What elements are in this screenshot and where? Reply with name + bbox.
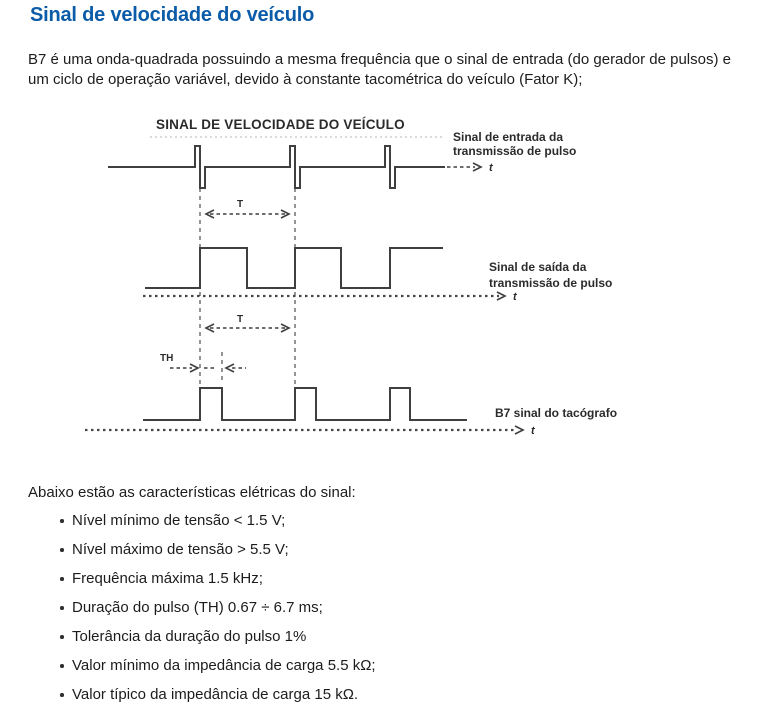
list-item-text: Nível máximo de tensão > 5.5 V; [72, 541, 289, 558]
characteristics-intro: Abaixo estão as características elétricas do sinal: [28, 484, 356, 501]
intro-paragraph-line2: um ciclo de operação variável, devido à constante tacométrica do veículo (Fator K); [28, 71, 583, 88]
list-item-text: Duração do pulso (TH) 0.67 ÷ 6.7 ms; [72, 599, 323, 616]
b7-signal-trace [143, 388, 467, 420]
input-signal-trace [108, 146, 445, 188]
input-signal-waveform [108, 130, 576, 188]
b7-time-axis-arrowhead-icon [515, 426, 523, 434]
list-item-text: Valor mínimo da impedância de carga 5.5 kΩ; [72, 657, 376, 674]
list-item-text: Valor típico da impedância de carga 15 kΩ. [72, 686, 359, 703]
input-time-axis-label: t [489, 162, 493, 174]
timing-diagram [0, 112, 777, 452]
b7-time-axis-label: t [531, 425, 535, 437]
output-time-axis-label: t [513, 291, 517, 303]
period-label-lower: T [236, 314, 244, 325]
list-item-text: Frequência máxima 1.5 kHz; [72, 570, 263, 587]
input-signal-label-line2: transmissão de pulso [453, 144, 577, 158]
list-item [28, 685, 748, 714]
intro-paragraph [28, 50, 776, 90]
page-title: Sinal de velocidade do veículo [30, 4, 315, 26]
period-marker-lower [206, 314, 289, 332]
list-item [28, 598, 748, 627]
output-signal-waveform [143, 248, 612, 303]
list-item [28, 511, 748, 540]
pulse-width-marker [160, 353, 246, 372]
characteristics-section [28, 484, 748, 714]
b7-signal-label: B7 sinal do tacógrafo [495, 406, 618, 420]
period-marker-upper [206, 199, 289, 218]
list-item-text: Tolerância da duração do pulso 1% [72, 628, 307, 645]
input-signal-label-line1: Sinal de entrada da [453, 130, 564, 144]
period-label-upper: T [236, 199, 244, 210]
pulse-width-label: TH [160, 353, 174, 364]
list-item [28, 627, 748, 656]
characteristics-list [28, 511, 748, 714]
intro-paragraph-line1: B7 é uma onda-quadrada possuindo a mesma frequência que o sinal de entrada (do gerador de pulsos) e [28, 51, 731, 68]
list-item [28, 540, 748, 569]
list-item-text: Nível mínimo de tensão < 1.5 V; [72, 512, 286, 529]
output-signal-label-line1: Sinal de saída da [489, 260, 587, 274]
diagram-title: SINAL DE VELOCIDADE DO VEÍCULO [156, 117, 405, 132]
list-item [28, 569, 748, 598]
list-item [28, 656, 748, 685]
b7-signal-waveform [85, 388, 617, 437]
output-signal-trace [145, 248, 443, 288]
output-signal-label-line2: transmissão de pulso [489, 276, 613, 290]
